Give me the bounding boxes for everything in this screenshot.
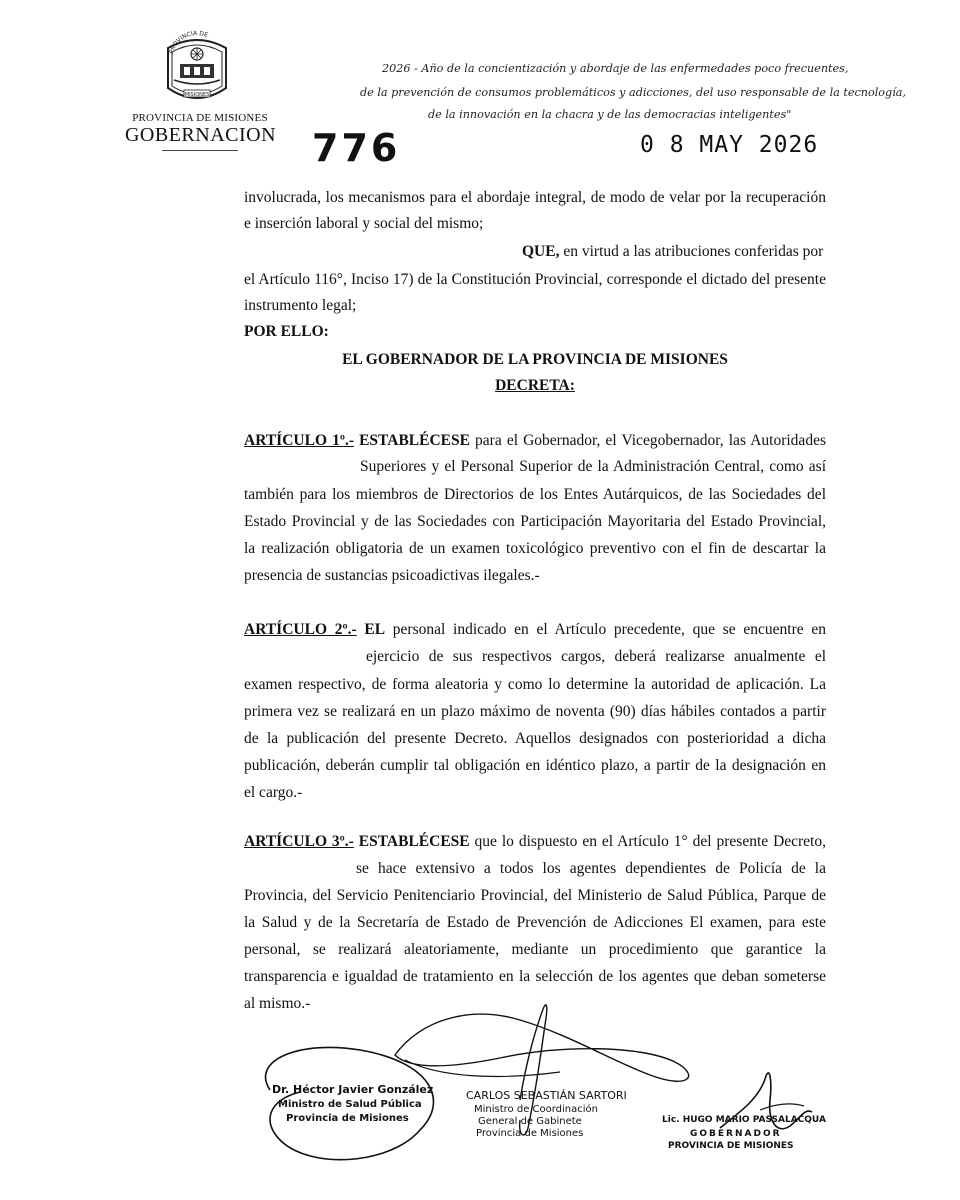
signer-1-title: Ministro de Salud Pública	[278, 1099, 422, 1110]
article-3-line: Provincia, del Servicio Penitenciario Provincial, del Ministerio de Salud Pública, Parque de	[244, 887, 826, 904]
article-1-lead: ESTABLÉCESE	[354, 432, 470, 449]
article-3-line: se hace extensivo a todos los agentes dependientes de Policía de la	[356, 860, 826, 877]
body-line: involucrada, los mecanismos para el abordaje integral, de modo de velar por la recuperación	[244, 189, 826, 206]
provincial-seal-logo	[160, 30, 234, 110]
decree-number: 776	[312, 126, 401, 170]
article-2-line: de la publicación del presente Decreto. Aquellos designados con posterioridad a dicha	[244, 730, 826, 747]
article-2-line: ejercicio de sus respectivos cargos, deberá realizarse anualmente el	[366, 648, 826, 665]
article-2-line: examen respectivo, de forma aleatoria y como lo determine la autoridad de aplicación. La	[244, 676, 826, 693]
article-1-line: Estado Provincial y de las Sociedades con Participación Mayoritaria del Estado Provincial,	[244, 513, 826, 530]
svg-text:MISIONES: MISIONES	[184, 92, 210, 98]
article-3-line: transparencia e igualdad de tratamiento en la selección de los agentes que deban someterse	[244, 968, 826, 985]
body-line: el Artículo 116°, Inciso 17) de la Constitución Provincial, corresponde el dictado del presente	[244, 271, 826, 288]
signer-2-title-2: General de Gabinete	[478, 1116, 582, 1127]
signer-3-org: PROVINCIA DE MISIONES	[668, 1141, 794, 1151]
que-text: en virtud a las atribuciones conferidas por	[559, 243, 824, 260]
article-1-line: Superiores y el Personal Superior de la Administración Central, como así	[360, 458, 826, 475]
signer-3-title: GOBERNADOR	[690, 1129, 782, 1139]
article-2-heading: ARTÍCULO 2º.-	[244, 621, 357, 638]
que-keyword: QUE,	[522, 243, 560, 260]
decreta-heading	[244, 376, 826, 396]
signer-2-name: CARLOS SEBASTIÁN SARTORI	[466, 1089, 627, 1102]
article-3-line: la Salud y de la Secretaría de Estado de Prevención de Adicciones El examen, para este	[244, 914, 826, 931]
que-clause	[522, 242, 823, 262]
signer-2-title: Ministro de Coordinación	[474, 1104, 598, 1115]
article-3-heading: ARTÍCULO 3º.-	[244, 833, 354, 850]
por-ello-label: POR ELLO:	[244, 323, 329, 340]
motto-line-3: de la innovación en la chacra y de las democracias inteligentes"	[428, 108, 792, 121]
signer-1-name: Dr. Héctor Javier González	[272, 1083, 434, 1096]
article-2-line-1: ARTÍCULO 2º.- EL personal indicado en el Artículo precedente, que se encuentre en	[244, 621, 826, 638]
header-divider	[162, 150, 238, 151]
motto-line-1: 2026 - Año de la concientización y abordaje de las enfermedades poco frecuentes,	[382, 62, 849, 75]
gobernacion-label: GOBERNACION	[124, 124, 277, 146]
article-2-lead: EL	[356, 621, 386, 638]
decreta-text: DECRETA:	[495, 377, 575, 394]
decree-date: 0 8 MAY 2026	[640, 132, 819, 158]
body-line: e inserción laboral y social del mismo;	[244, 215, 484, 232]
province-label: PROVINCIA DE MISIONES	[132, 112, 268, 124]
article-1-line: la realización obligatoria de un examen toxicológico preventivo con el fin de descartar la	[244, 540, 826, 557]
article-3-lead: ESTABLÉCESE	[353, 833, 470, 850]
body-line: instrumento legal;	[244, 297, 357, 314]
signer-2-org: Provincia de Misiones	[476, 1128, 584, 1139]
article-2-line: el cargo.-	[244, 784, 303, 801]
article-1-line: también para los miembros de Directorios de los Entes Autárquicos, de las Sociedades del	[244, 486, 826, 503]
article-2-line: primera vez se realizará en un plazo máximo de noventa (90) días hábiles contados a partir	[244, 703, 826, 720]
signer-3-name: Lic. HUGO MARIO PASSALACQUA	[662, 1115, 826, 1125]
svg-text:PROVINCIA DE: PROVINCIA DE	[167, 30, 209, 55]
article-3-line: personal, se realizará aleatoriamente, mediante un procedimiento que garantice la	[244, 941, 826, 958]
article-3-line: al mismo.-	[244, 995, 311, 1012]
article-3-line-1: ARTÍCULO 3º.- ESTABLÉCESE que lo dispuesto en el Artículo 1° del presente Decreto,	[244, 833, 826, 850]
governor-heading: EL GOBERNADOR DE LA PROVINCIA DE MISIONES	[342, 351, 728, 368]
motto-line-2: de la prevención de consumos problemáticos y adicciones, del uso responsable de la tecnología,	[360, 86, 906, 99]
article-1-line: presencia de sustancias psicoadictivas ilegales.-	[244, 567, 540, 584]
article-1-heading: ARTÍCULO 1º.-	[244, 432, 354, 449]
article-2-line: publicación, deberán cumplir tal obligación en idéntico plazo, a partir de la designación en	[244, 757, 826, 774]
signer-1-org: Provincia de Misiones	[286, 1113, 409, 1124]
article-1-line-1: ARTÍCULO 1º.- ESTABLÉCESE para el Gobernador, el Vicegobernador, las Autoridades	[244, 432, 826, 449]
